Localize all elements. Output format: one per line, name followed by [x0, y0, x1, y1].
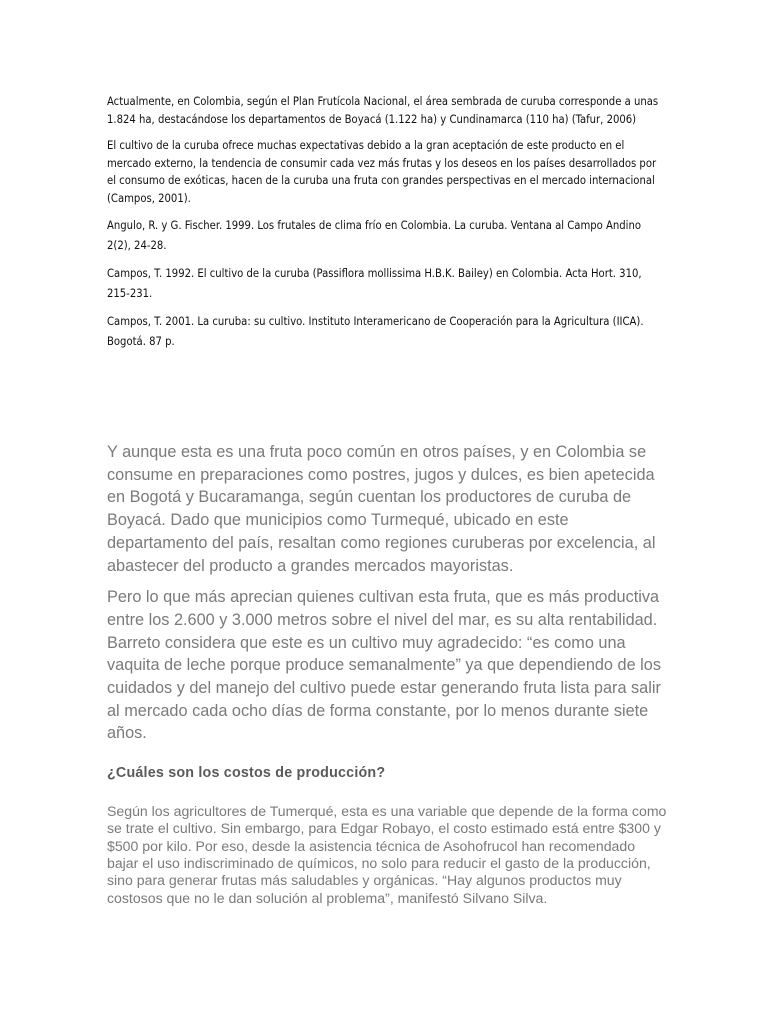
article-paragraph-rentabilidad: Pero lo que más aprecian quienes cultivan esta fruta, que es más productiva entre los 2.600 y 3.000 metros sobre el nivel del mar, es su alta rentabilidad. Barreto considera que este es un cultivo muy agradecido: “es como una vaquita de leche porque produce semanalmente” ya que dependiendo de los cuidados y del manejo del cultivo puede estar generando fruta lista para salir al mercado cada ocho días de forma constante, por lo menos durante siete años. — [107, 588, 661, 743]
paragraph-area-sembrada: Actualmente, en Colombia, según el Plan Frutícola Nacional, el área sembrada de curuba corresponde a unas 1.824 ha, destacándose los departamentos de Boyacá (1.122 ha) y Cundinamarca (110 ha) (Tafur, 2006) — [107, 95, 659, 126]
reference-angulo-1999: Angulo, R. y G. Fischer. 1999. Los frutales de clima frío en Colombia. La curuba. Ventana al Campo Andino 2(2), 24-28. — [107, 219, 641, 252]
article-paragraph-costos: Según los agricultores de Tumerqué, esta es una variable que depende de la forma como se trate el cultivo. Sin embargo, para Edgar Robayo, el costo estimado está entre $300 y $500 por kilo. Por eso, desde la asistencia técnica de Asohofrucol han recomendado bajar el uso indiscriminado de químicos, no solo para reducir el gasto de la producción, sino para generar frutas más saludables y orgánicas. “Hay algunos productos muy costosos que no le dan solución al problema”, manifestó Silvano Silva. — [107, 803, 667, 906]
article-section — [107, 441, 667, 907]
reference-campos-1992: Campos, T. 1992. El cultivo de la curuba (Passiflora mollissima H.B.K. Bailey) en Colombia. Acta Hort. 310, 215-231. — [107, 267, 642, 300]
paragraph-expectativas: El cultivo de la curuba ofrece muchas expectativas debido a la gran aceptación de este producto en el mercado externo, la tendencia de consumir cada vez más frutas y los deseos en los países desarrollados por el consumo de exóticas, hacen de la curuba una fruta con grandes perspectivas en el mercado internacional (Campos, 2001). — [107, 139, 657, 205]
costos-heading: ¿Cuáles son los costos de producción? — [107, 765, 386, 782]
document-section — [107, 93, 663, 360]
article-paragraph-consumo: Y aunque esta es una fruta poco común en otros países, y en Colombia se consume en preparaciones como postres, jugos y dulces, es bien apetecida en Bogotá y Bucaramanga, según cuentan los productores de curuba de Boyacá. Dado que municipios como Turmequé, ubicado en este departamento del país, resaltan como regiones curuberas por excelencia, al abastecer del producto a grandes mercados mayoristas. — [107, 443, 656, 575]
reference-campos-2001: Campos, T. 2001. La curuba: su cultivo. Instituto Interamericano de Cooperación para la Agricultura (IICA). Bogotá. 87 p. — [107, 315, 644, 348]
